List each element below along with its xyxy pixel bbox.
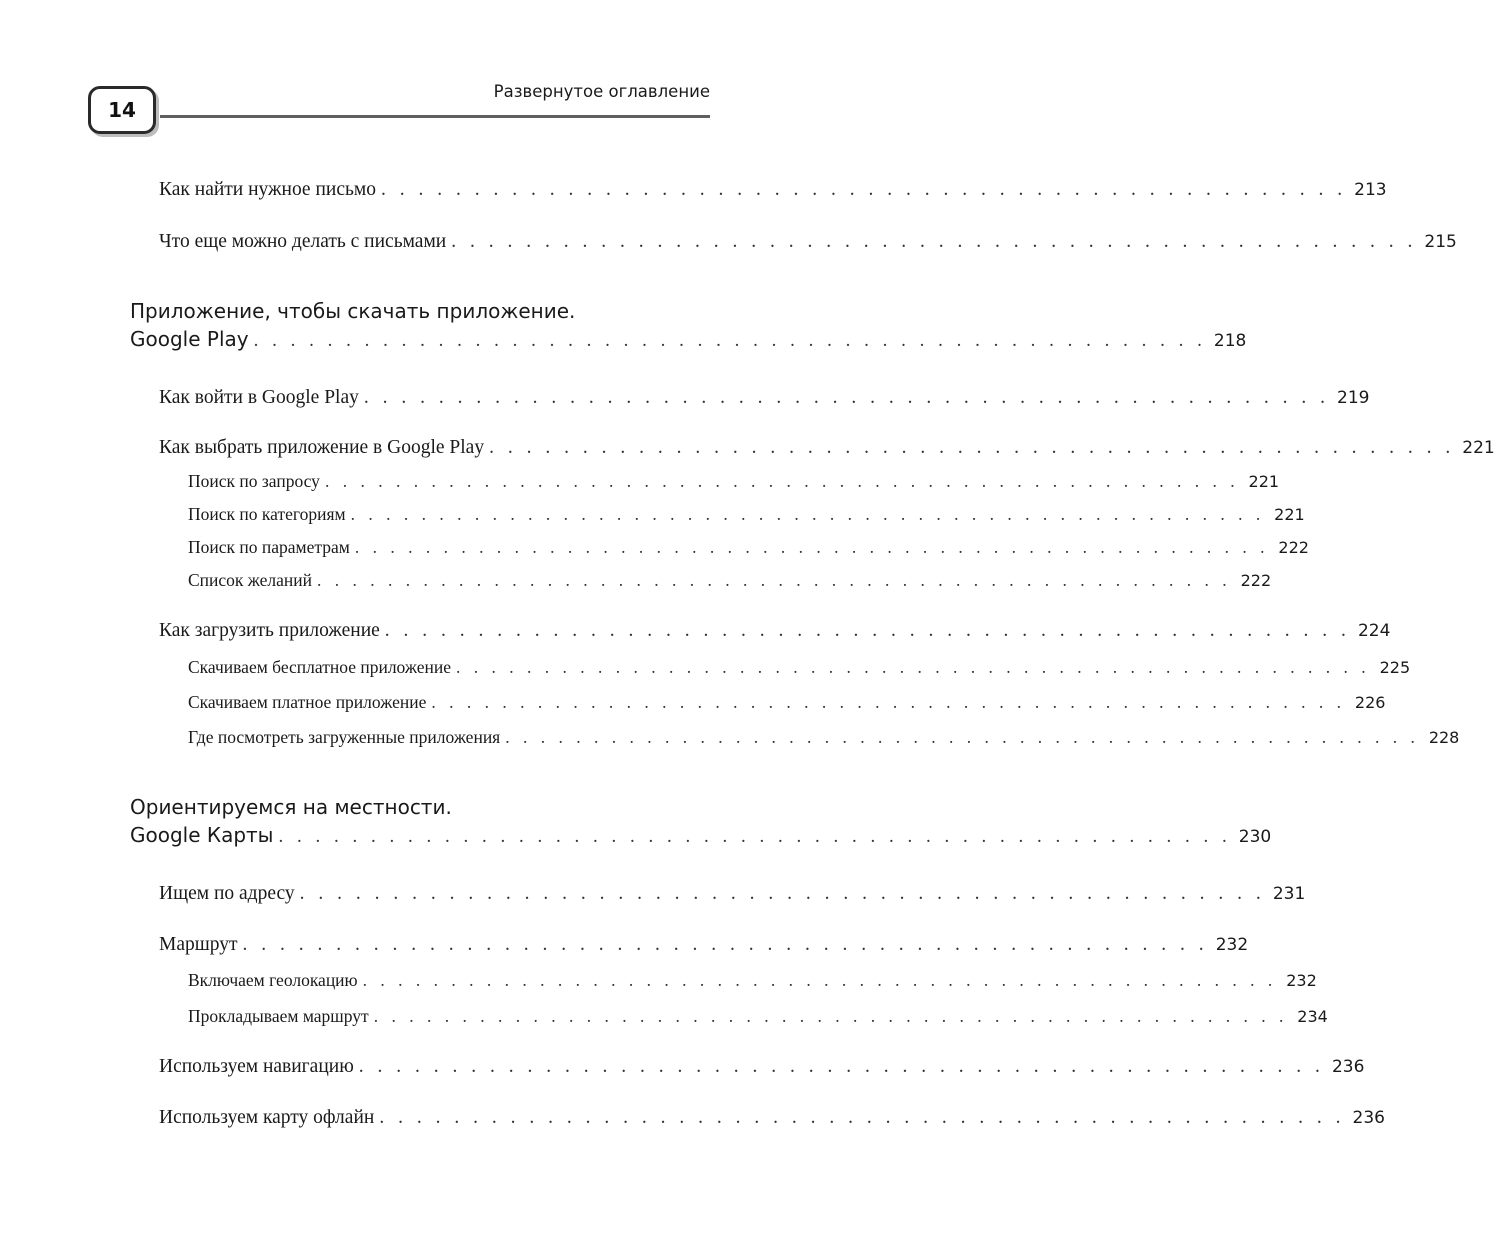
toc-entry	[159, 431, 1495, 459]
toc-entry	[159, 381, 1370, 409]
dot-leader: . . . . . . . . . . . . . . . . . . . . . . . . . . . . . . . . . . . . . . . . . . . . . . . . . . . .	[350, 504, 1265, 524]
dot-leader: . . . . . . . . . . . . . . . . . . . . . . . . . . . . . . . . . . . . . . . . . . . . . . . . . . . .	[354, 537, 1269, 557]
chapter-title-line1: Приложение, чтобы скачать приложение.	[130, 299, 576, 323]
toc-entry-label: Как выбрать приложение в Google Play	[159, 437, 485, 458]
toc-entry-page: 228	[1428, 728, 1460, 747]
chapter-page: 218	[1213, 331, 1247, 351]
toc-entry-page: 221	[1274, 505, 1305, 524]
dot-leader: . . . . . . . . . . . . . . . . . . . . . . . . . . . . . . . . . . . . . . . . . . . . . . . . . . . .	[242, 934, 1209, 955]
toc-entry-label: Как войти в Google Play	[159, 387, 359, 408]
toc-entry-label: Поиск по запросу	[188, 471, 320, 491]
toc-subentry	[188, 530, 1309, 558]
dot-leader: . . . . . . . . . . . . . . . . . . . . . . . . . . . . . . . . . . . . . . . . . . . . . . . . . . . .	[373, 1006, 1288, 1026]
toc-entry-page: 221	[1248, 472, 1280, 491]
toc-entry-page: 222	[1278, 538, 1309, 557]
toc-subentry	[188, 963, 1317, 991]
dot-leader: . . . . . . . . . . . . . . . . . . . . . . . . . . . . . . . . . . . . . . . . . . . . . . . . . . . .	[431, 692, 1346, 712]
toc-entry	[159, 1101, 1385, 1129]
toc-subentry	[188, 497, 1305, 525]
toc-subentry	[188, 685, 1386, 713]
toc-subentry	[188, 563, 1272, 591]
toc-entry-page: 232	[1215, 935, 1249, 955]
running-header-title: Развернутое оглавление	[493, 82, 710, 101]
page-number: 14	[108, 98, 136, 122]
toc-entry-label: Маршрут	[159, 934, 238, 955]
toc-entry-label: Как найти нужное письмо	[159, 179, 376, 200]
toc-entry-page: 219	[1337, 388, 1370, 408]
dot-leader: . . . . . . . . . . . . . . . . . . . . . . . . . . . . . . . . . . . . . . . . . . . . . . . . . . . .	[489, 437, 1455, 458]
toc-entry	[159, 614, 1391, 642]
toc-entry-label: Где посмотреть загруженные приложения	[188, 727, 501, 747]
toc-entry-page: 221	[1462, 438, 1495, 458]
toc-entry	[159, 1050, 1365, 1078]
dot-leader: . . . . . . . . . . . . . . . . . . . . . . . . . . . . . . . . . . . . . . . . . . . . . . . . . . . .	[253, 330, 1207, 351]
toc-entry-label: Список желаний	[188, 570, 313, 590]
dot-leader: . . . . . . . . . . . . . . . . . . . . . . . . . . . . . . . . . . . . . . . . . . . . . . . . . . . .	[362, 970, 1277, 990]
dot-leader: . . . . . . . . . . . . . . . . . . . . . . . . . . . . . . . . . . . . . . . . . . . . . . . . . . . .	[363, 387, 1330, 408]
toc-entry-page: 231	[1272, 884, 1306, 904]
toc-entry-label: Включаем геолокацию	[188, 970, 358, 990]
toc-entry-label: Скачиваем платное приложение	[188, 692, 427, 712]
toc-entry	[159, 877, 1306, 905]
toc-entry-page: 236	[1352, 1108, 1385, 1128]
toc-entry-label: Скачиваем бесплатное приложение	[188, 657, 451, 677]
toc-entry-page: 225	[1379, 658, 1411, 677]
dot-leader: . . . . . . . . . . . . . . . . . . . . . . . . . . . . . . . . . . . . . . . . . . . . . . . . . . . .	[505, 727, 1420, 747]
toc-entry-label: Поиск по параметрам	[188, 537, 350, 557]
chapter-title-line1: Ориентируемся на местности.	[130, 795, 452, 819]
toc-chapter	[130, 794, 1272, 848]
toc-entry-label: Поиск по категориям	[188, 504, 346, 524]
dot-leader: . . . . . . . . . . . . . . . . . . . . . . . . . . . . . . . . . . . . . . . . . . . . . . . . . . . .	[384, 620, 1351, 641]
chapter-title-line2: Google Карты	[130, 823, 274, 847]
dot-leader: . . . . . . . . . . . . . . . . . . . . . . . . . . . . . . . . . . . . . . . . . . . . . . . . . . . .	[456, 657, 1371, 677]
toc-entry-page: 215	[1424, 232, 1457, 252]
toc-entry-page: 232	[1286, 971, 1317, 990]
dot-leader: . . . . . . . . . . . . . . . . . . . . . . . . . . . . . . . . . . . . . . . . . . . . . . . . . . . .	[451, 231, 1417, 252]
toc-subentry	[188, 650, 1411, 678]
toc-subentry	[188, 999, 1328, 1027]
toc-entry-label: Как загрузить приложение	[159, 620, 380, 641]
toc-subentry	[188, 464, 1280, 492]
toc-entry-page: 226	[1354, 693, 1386, 712]
toc-entry-label: Что еще можно делать с письмами	[159, 231, 447, 252]
toc-entry-label: Используем карту офлайн	[159, 1107, 375, 1128]
toc-entry-page: 234	[1297, 1007, 1328, 1026]
toc-entry-label: Ищем по адресу	[159, 883, 295, 904]
dot-leader: . . . . . . . . . . . . . . . . . . . . . . . . . . . . . . . . . . . . . . . . . . . . . . . . . . . .	[278, 826, 1232, 847]
dot-leader: . . . . . . . . . . . . . . . . . . . . . . . . . . . . . . . . . . . . . . . . . . . . . . . . . . . .	[358, 1056, 1325, 1077]
dot-leader: . . . . . . . . . . . . . . . . . . . . . . . . . . . . . . . . . . . . . . . . . . . . . . . . . . . .	[324, 471, 1240, 491]
page-number-badge	[88, 86, 156, 134]
toc-entry-page: 222	[1240, 571, 1272, 590]
dot-leader: . . . . . . . . . . . . . . . . . . . . . . . . . . . . . . . . . . . . . . . . . . . . . . . . . . . .	[317, 570, 1232, 590]
toc-entry-page: 213	[1354, 180, 1387, 200]
toc-entry	[159, 928, 1249, 956]
header-rule	[160, 115, 710, 118]
toc-entry	[159, 225, 1457, 253]
dot-leader: . . . . . . . . . . . . . . . . . . . . . . . . . . . . . . . . . . . . . . . . . . . . . . . . . . . .	[380, 179, 1347, 200]
dot-leader: . . . . . . . . . . . . . . . . . . . . . . . . . . . . . . . . . . . . . . . . . . . . . . . . . . . .	[299, 883, 1266, 904]
toc-chapter	[130, 298, 1247, 352]
toc-entry-label: Используем навигацию	[159, 1056, 354, 1077]
toc-entry-page: 224	[1357, 621, 1391, 641]
toc-entry-page: 236	[1331, 1057, 1365, 1077]
chapter-title-line2: Google Play	[130, 327, 249, 351]
toc-entry-label: Прокладываем маршрут	[188, 1006, 369, 1026]
toc-subentry	[188, 720, 1460, 748]
dot-leader: . . . . . . . . . . . . . . . . . . . . . . . . . . . . . . . . . . . . . . . . . . . . . . . . . . . .	[379, 1107, 1345, 1128]
chapter-page: 230	[1238, 827, 1272, 847]
toc-entry	[159, 173, 1387, 201]
